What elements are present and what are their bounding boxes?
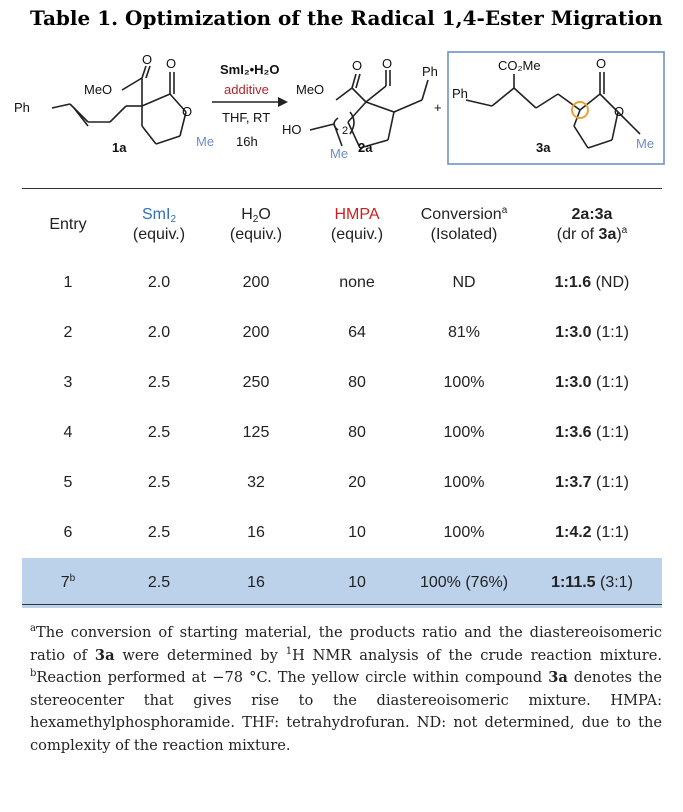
table-row: 5 2.5 32 20 100% 1:3.7 (1:1) — [63, 474, 629, 491]
table-row: 3 2.5 250 80 100% 1:3.0 (1:1) — [63, 374, 629, 391]
header-entry: Entry — [49, 216, 87, 233]
table-row: 6 2.5 16 10 100% 1:4.2 (1:1) — [63, 524, 629, 541]
p2-compound-label: 2a — [358, 140, 373, 155]
p3-o-label-2: O — [614, 104, 625, 119]
p2-n-label: 2 — [342, 125, 349, 137]
table-footnote: $^a$The conversion of starting material, the products ratio and the diastereoisomeric ratio of 3a were determined by $^1$H NMR analysis of the crude reaction mixture. $^b$Reaction performed at −78 °C. The yellow circle within compound 3a denotes the stereocenter that gives rise to the diastereoisomeric mixture. HMPA: hexamethylphosphoramide. THF: tetrahydrofuran. ND: not determined, due to the complexity of the reaction mixture. — [30, 623, 662, 754]
sm-meo-label: MeO — [84, 82, 113, 97]
p2-o-label-2: O — [382, 56, 393, 71]
header-smi2: SmI$_2$ (equiv.) — [132, 206, 186, 243]
p2-o-label-1: O — [352, 58, 363, 73]
p3-ph-label: Ph — [452, 86, 468, 101]
p2-ph-label: Ph — [422, 64, 438, 79]
sm-ph-label: Ph — [14, 100, 30, 115]
sm-compound-label: 1a — [112, 140, 127, 155]
header-row — [22, 192, 662, 258]
header-h2o: $H_2O$ (equiv.) — [229, 206, 283, 243]
p3-co2me-label: CO₂Me — [498, 58, 541, 73]
table-title: Table 1. Optimization of the Radical 1,4-Ester Migration — [30, 6, 663, 30]
sm-o-label-1: O — [142, 52, 153, 67]
reagent-label: SmI₂•H₂O — [220, 62, 280, 77]
header-hmpa: HMPA (equiv.) — [330, 206, 384, 243]
p2-me-label: Me — [330, 146, 349, 161]
optimization-table — [22, 192, 662, 608]
p2-meo-label: MeO — [296, 82, 325, 97]
p3-o-label-1: O — [596, 56, 607, 71]
sm-me-label: Me — [196, 134, 215, 149]
additive-label: additive — [224, 82, 269, 97]
p3-compound-label: 3a — [536, 140, 551, 155]
reaction-scheme — [14, 50, 668, 172]
conditions-label: THF, RT — [222, 110, 271, 125]
table-top-rule — [22, 188, 662, 189]
table-row-highlighted: 7$^b$ 2.5 16 10 100% (76%) 1:11.5 (3:1) — [22, 558, 662, 608]
table-row: 2 2.0 200 64 81% 1:3.0 (1:1) — [63, 324, 629, 341]
time-label: 16h — [236, 134, 258, 149]
sm-o-label-3: O — [182, 104, 193, 119]
table-row: 1 2.0 200 none ND 1:1.6 (ND) — [63, 274, 630, 291]
plus-sign: + — [434, 100, 442, 115]
p2-ho-label: HO — [282, 122, 302, 137]
header-conversion: Conversion$^a$ (Isolated) — [420, 205, 508, 243]
p3-me-label: Me — [636, 136, 655, 151]
table-row: 4 2.5 125 80 100% 1:3.6 (1:1) — [63, 424, 629, 441]
table-bottom-rule — [22, 604, 662, 605]
sm-o-label-2: O — [166, 56, 177, 71]
header-ratio: 2a:3a (dr of 3a)$^a$ — [556, 206, 628, 243]
